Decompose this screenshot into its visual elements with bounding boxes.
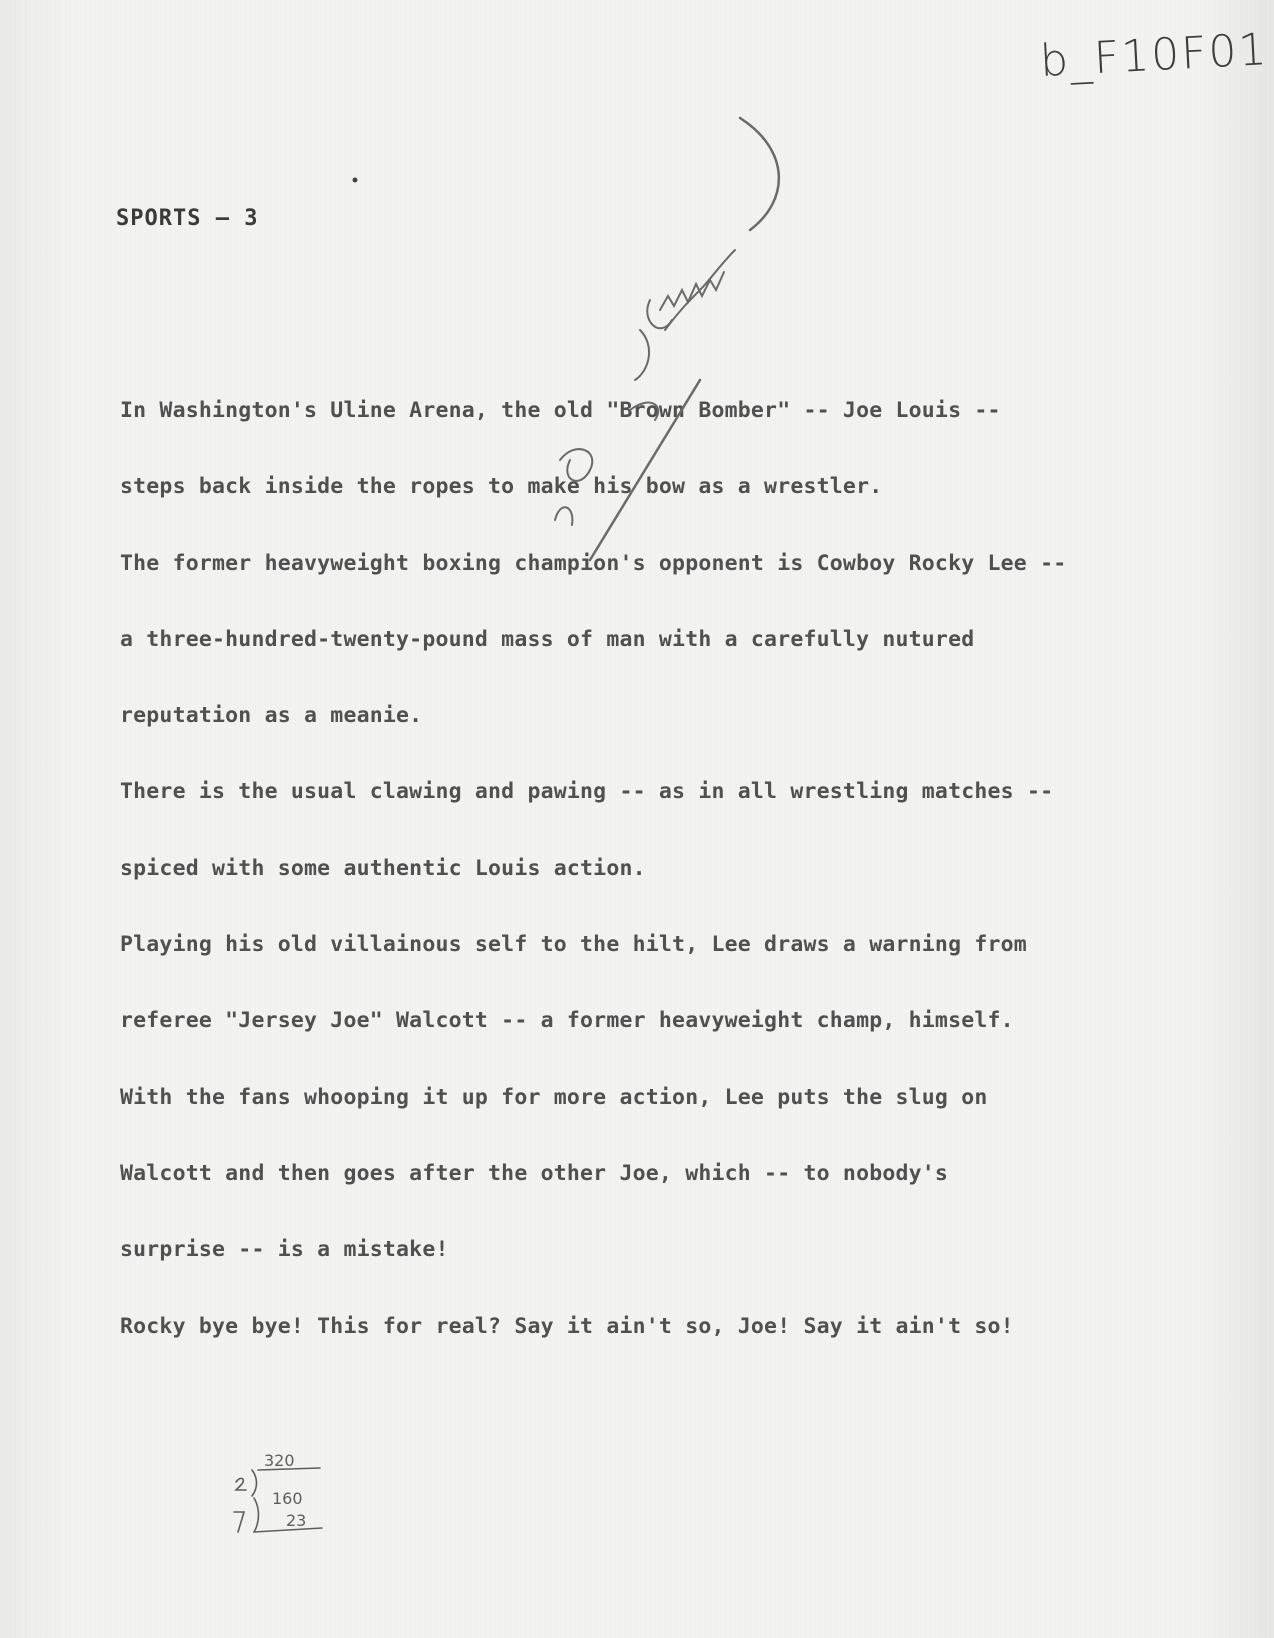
body-line: referee "Jersey Joe" Walcott -- a former heavyweight champ, himself.	[120, 1008, 1014, 1034]
body-line: Playing his old villainous self to the hilt, Lee draws a warning from	[120, 932, 1027, 958]
body-line: steps back inside the ropes to make his bow as a wrestler.	[120, 474, 883, 500]
svg-text:320: 320	[264, 1451, 295, 1470]
pencil-calculation	[230, 1448, 350, 1558]
body-line: In Washington's Uline Arena, the old "Brown Bomber" -- Joe Louis --	[120, 398, 1001, 423]
document-id-mark: b_F10F01	[1038, 24, 1270, 87]
body-line: reputation as a meanie.	[120, 703, 423, 729]
body-line: The former heavyweight boxing champion's opponent is Cowboy Rocky Lee --	[120, 550, 1067, 576]
body-line: a three-hundred-twenty-pound mass of man with a carefully nutured	[120, 626, 975, 652]
body-line: surprise -- is a mistake!	[120, 1237, 449, 1263]
body-line: Walcott and then goes after the other Joe, which -- to nobody's	[120, 1160, 949, 1186]
svg-text:23: 23	[286, 1511, 307, 1530]
body-line: Rocky bye bye! This for real? Say it ain't so, Joe! Say it ain't so!	[120, 1313, 1014, 1339]
body-line: With the fans whooping it up for more action, Lee puts the slug on	[120, 1084, 988, 1110]
body-line: There is the usual clawing and pawing -- as in all wrestling matches --	[120, 779, 1054, 805]
body-line: spiced with some authentic Louis action.	[120, 855, 646, 881]
svg-text:160: 160	[272, 1489, 303, 1508]
document-body	[120, 395, 1200, 1387]
page-header: SPORTS — 3	[116, 206, 259, 231]
